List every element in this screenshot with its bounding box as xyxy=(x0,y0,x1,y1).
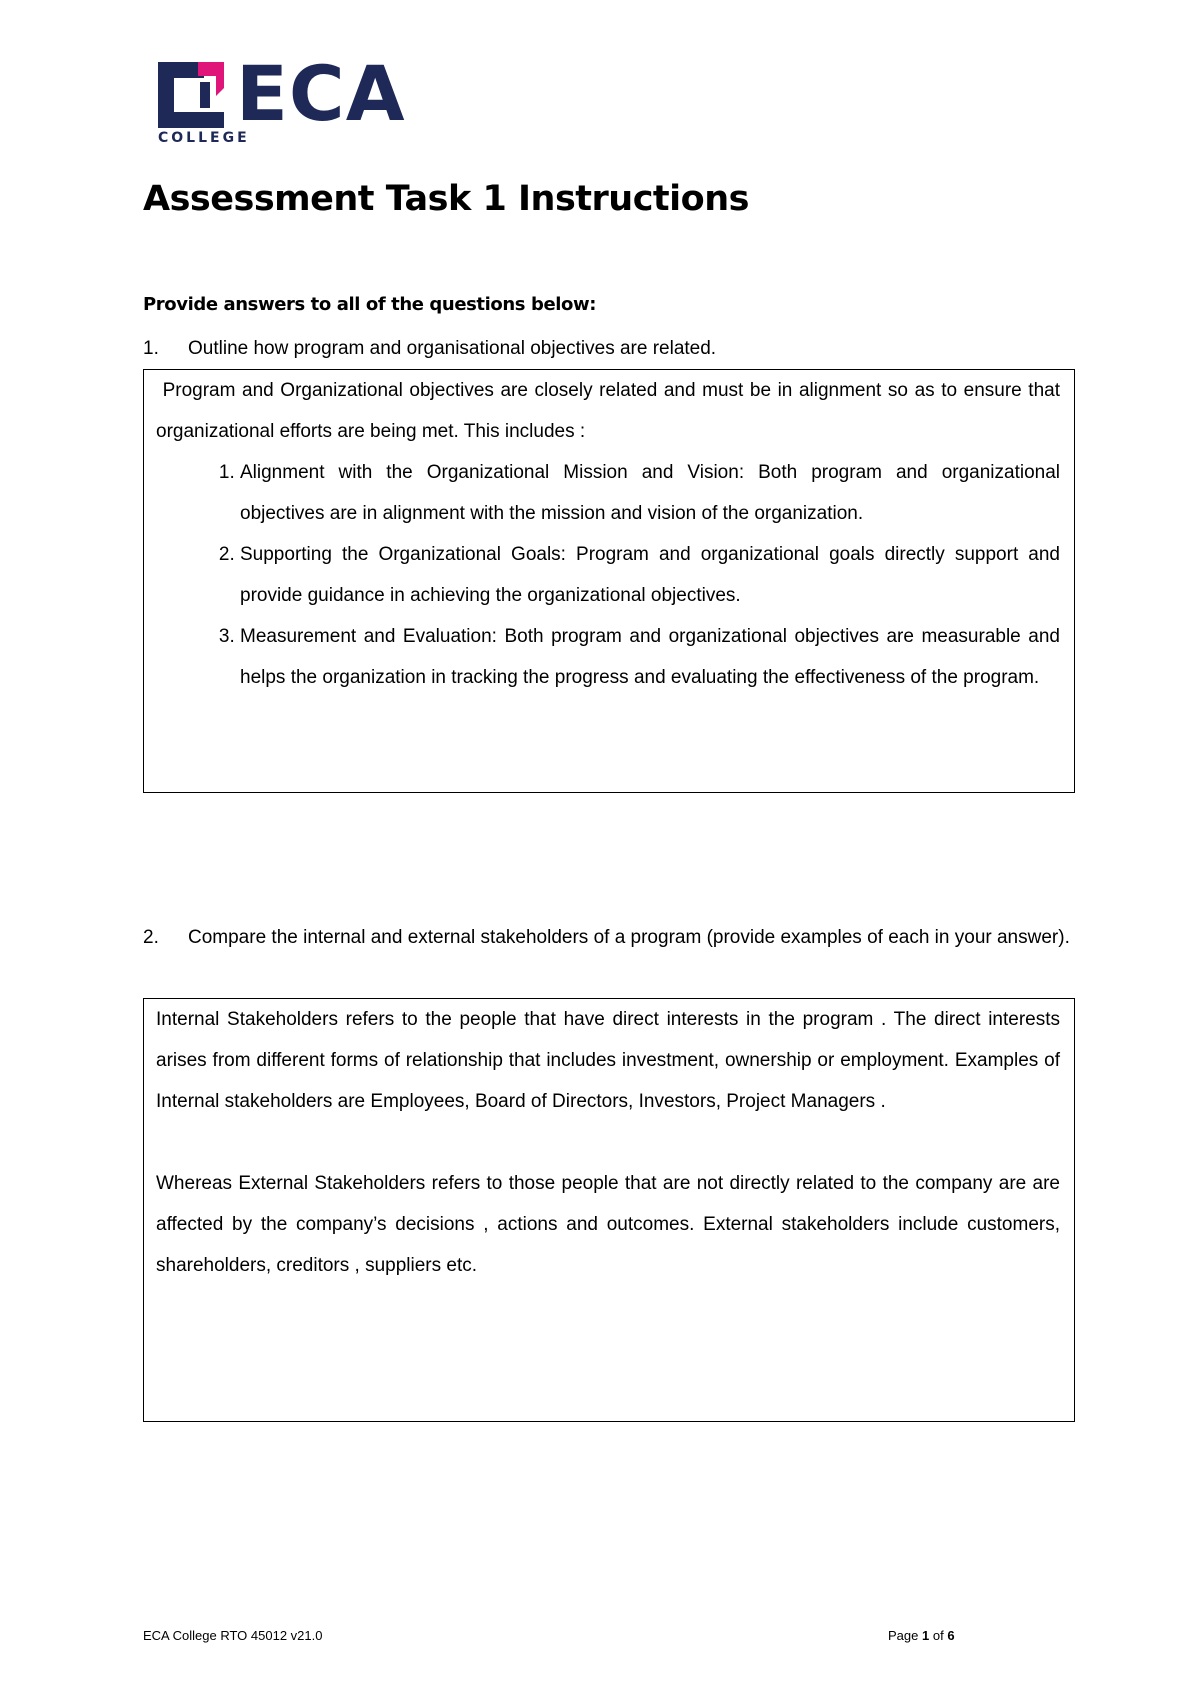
logo-subtitle: COLLEGE xyxy=(158,130,250,146)
instructions-heading: Provide answers to all of the questions below: xyxy=(143,294,597,315)
answer-lead: Program and Organizational objectives are closely related and must be in alignment so as to ensure that organizational efforts are being met. This includes : xyxy=(156,380,1066,442)
question-number: 1. xyxy=(143,338,159,359)
page-number: 1 xyxy=(922,1628,930,1643)
answer-box-1[interactable] xyxy=(143,369,1075,793)
answer-list-item: 3. Measurement and Evaluation: Both program and organizational objectives are measurable and helps the organization in tracking the progress and evaluating the effectiveness of the program. xyxy=(240,616,1060,698)
question-text: Compare the internal and external stakeholders of a program (provide examples of each in your answer). xyxy=(188,927,1070,948)
page-total: 6 xyxy=(947,1628,955,1643)
answer-list-item: 2. Supporting the Organizational Goals: Program and organizational goals directly support and provide guidance in achieving the organizational objectives. xyxy=(240,534,1060,616)
answer-paragraph: Whereas External Stakeholders refers to those people that are not directly related to the company are are affected by the company’s decisions , actions and outcomes. External stakeholders include customers, shareholders, creditors , suppliers etc. xyxy=(156,1173,1060,1276)
footer-rto-info: ECA College RTO 45012 v21.0 xyxy=(143,1628,323,1643)
logo-wordmark: ECA xyxy=(236,49,406,138)
answer-paragraph: Internal Stakeholders refers to the people that have direct interests in the program . The direct interests arises from different forms of relationship that includes investment, ownership or employment. Examples of Internal stakeholders are Employees, Board of Directors, Investors, Project Managers . xyxy=(156,1009,1060,1112)
paragraph-spacer xyxy=(156,1122,1060,1163)
answer-box-2[interactable] xyxy=(143,998,1075,1422)
page-title: Assessment Task 1 Instructions xyxy=(143,179,749,219)
question-text: Outline how program and organisational objectives are related. xyxy=(188,338,717,359)
eca-college-logo xyxy=(158,49,408,146)
of-label: of xyxy=(932,1628,944,1643)
answer-list-item: 1. Alignment with the Organizational Mission and Vision: Both program and organizational objectives are in alignment with the mission and vision of the organization. xyxy=(240,452,1060,534)
question-number: 2. xyxy=(143,927,159,948)
footer-page-indicator xyxy=(888,1628,955,1643)
logo-mark-icon xyxy=(158,62,224,128)
question-2 xyxy=(143,917,1083,958)
answer-list xyxy=(156,452,1060,698)
page-label: Page xyxy=(888,1628,919,1643)
question-1 xyxy=(143,328,1083,369)
